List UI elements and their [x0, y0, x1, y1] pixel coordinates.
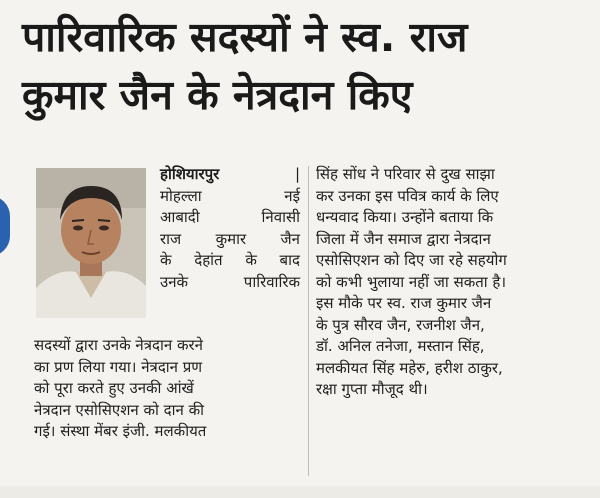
text-line	[160, 250, 300, 272]
word: बाद	[279, 251, 300, 269]
text-line: एसोसिएशन को दिए जा रहे सहयोग	[316, 251, 507, 269]
word: कुमार	[215, 229, 247, 248]
word: निवासी	[261, 208, 300, 226]
text-line: मलकीयत सिंह महेरु, हरीश ठाकुर,	[316, 358, 503, 377]
dateline: होशियारपुर	[160, 165, 220, 183]
text-line: इस मौके पर स्व. राज कुमार जैन	[316, 294, 492, 312]
word: देहांत	[194, 251, 223, 269]
text-line	[160, 186, 300, 208]
text-line: कर उनका इस पवित्र कार्य के लिए	[316, 186, 499, 205]
headline-line-1: पारिवारिक सदस्यों ने स्व. राज	[22, 13, 468, 61]
column-1-bottom	[34, 335, 304, 443]
text-line: सिंह सोंध ने परिवार से दुख साझा	[316, 165, 495, 183]
page-bottom-strip	[0, 486, 600, 498]
word: के	[245, 251, 257, 269]
text-line: गई। संस्था मेंबर इंजी. मलकीयत	[34, 422, 207, 440]
word: आबादी	[160, 208, 200, 226]
word: जैन	[280, 229, 300, 248]
word: राज	[160, 229, 182, 248]
headline	[22, 8, 592, 124]
word: पारिवारिक	[243, 272, 300, 291]
text-line: को कभी भुलाया नहीं जा सकता है।	[316, 272, 507, 291]
word: उनके	[160, 272, 189, 291]
text-line: धन्यवाद किया। उन्होंने बताया कि	[316, 208, 494, 226]
column-divider	[308, 166, 309, 476]
column-1-top	[160, 164, 300, 293]
text-line	[160, 272, 300, 294]
text-line: रक्षा गुप्ता मौजूद थी।	[316, 380, 428, 398]
word: नई	[284, 186, 300, 205]
text-line: नेत्रदान एसोसिएशन को दान की	[34, 400, 205, 419]
text-line	[160, 207, 300, 229]
word: मोहल्ला	[160, 186, 202, 205]
text-line: के पुत्र सौरव जैन, रजनीश जैन,	[316, 315, 485, 334]
edge-color-mark	[0, 196, 10, 256]
text-line: डॉ. अनिल तनेजा, मस्तान सिंह,	[316, 337, 485, 355]
dateline-separator: |	[294, 165, 300, 183]
headline-line-2: कुमार जैन के नेत्रदान किए	[22, 71, 413, 119]
portrait-photo-icon	[36, 168, 146, 318]
text-line	[160, 229, 300, 251]
text-line: का प्रण लिया गया। नेत्रदान प्रण	[34, 357, 203, 376]
dateline-line	[160, 164, 300, 186]
text-line: जिला में जैन समाज द्वारा नेत्रदान	[316, 229, 491, 248]
column-2	[316, 164, 591, 401]
portrait-photo	[36, 168, 146, 318]
word: के	[160, 251, 172, 269]
text-line: सदस्यों द्वारा उनके नेत्रदान करने	[34, 336, 203, 354]
text-line: को पूरा करते हुए उनकी आंखें	[34, 379, 194, 397]
